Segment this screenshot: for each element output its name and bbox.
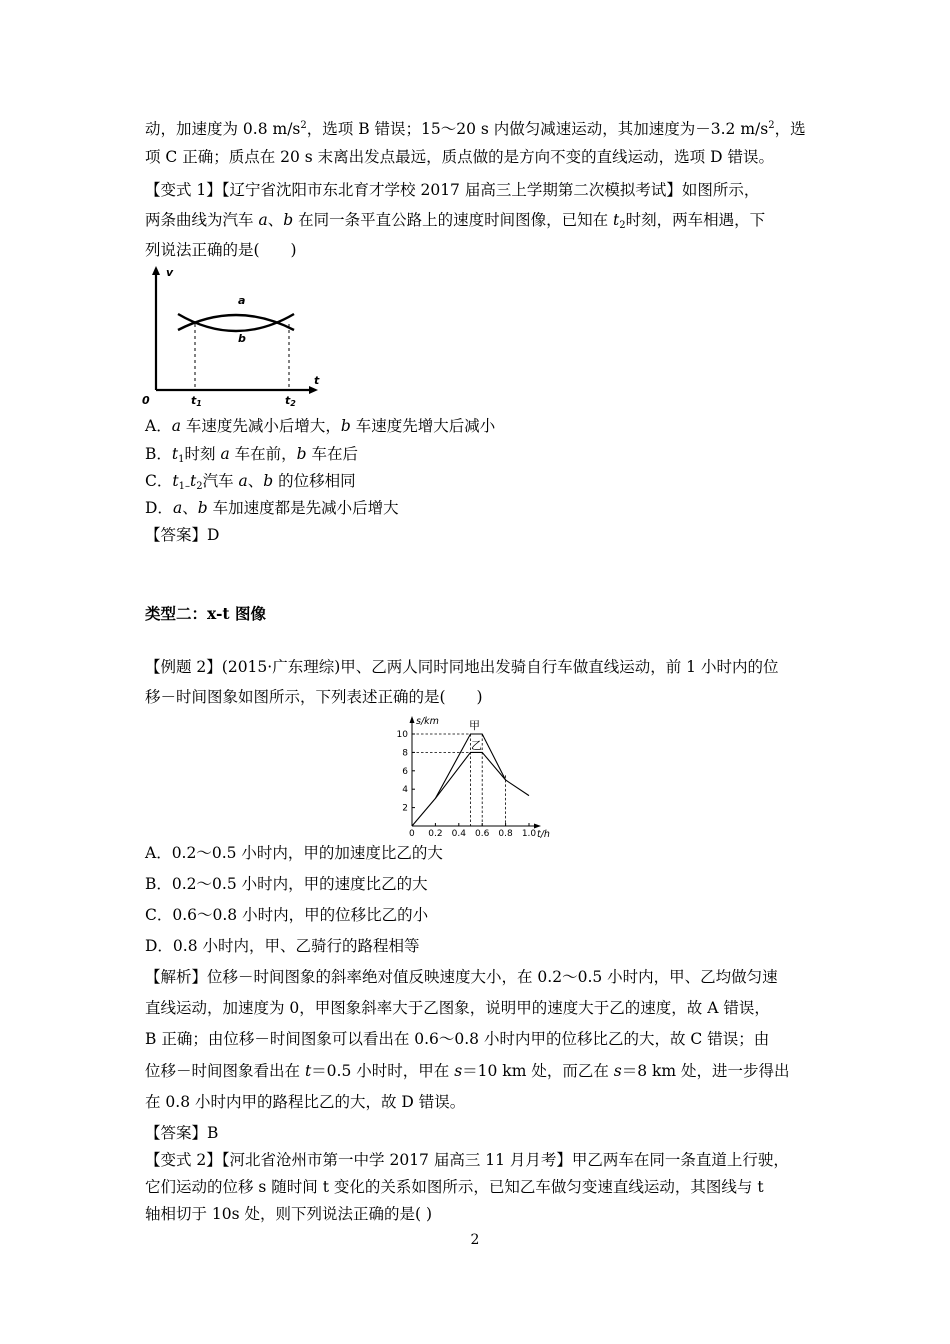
vt-origin: 0 xyxy=(142,394,150,407)
st-x-label: t/h xyxy=(537,829,550,838)
vt-t-label: t xyxy=(314,374,320,387)
st-x-arrow xyxy=(534,824,541,829)
st-y-label: s/km xyxy=(416,716,439,727)
st-x-tick-label: 0.6 xyxy=(475,829,490,838)
variant2-title: 【变式 2】【河北省沧州市第一中学 2017 届高三 11 月月考】甲乙两车在同一条直道上行驶， xyxy=(145,1151,789,1169)
variant1-option-a: A．a 车速度先减小后增大，b 车速度先增大后减小 xyxy=(145,417,496,435)
st-y-arrow xyxy=(410,716,415,723)
variant2-line-3: 轴相切于 10s 处，则下列说法正确的是( ) xyxy=(145,1205,433,1223)
example2-line-1: 【例题 2】(2015·广东理综)甲、乙两人同时同地出发骑自行车做直线运动，前 1 小时内的位 xyxy=(145,658,779,676)
analysis-line-2: 直线运动，加速度为 0，甲图象斜率大于乙图象，说明甲的速度大于乙的速度，故 A 错误， xyxy=(145,999,770,1017)
vt-t2-label: t2 xyxy=(285,394,296,408)
example2-option-d: D．0.8 小时内，甲、乙骑行的路程相等 xyxy=(145,937,420,955)
st-graph xyxy=(395,712,565,838)
st-origin: 0 xyxy=(409,829,415,838)
analysis-line-1: 【解析】位移－时间图象的斜率绝对值反映速度大小，在 0.2～0.5 小时内，甲、乙均做匀速 xyxy=(145,968,778,986)
variant1-option-c: C．$t_{1-}t_2$汽车 a、b 的位移相同 xyxy=(145,472,356,492)
example2-line-2: 移－时间图象如图所示，下列表述正确的是( ) xyxy=(145,688,483,706)
vt-a-label: a xyxy=(238,294,246,307)
st-jia-label: 甲 xyxy=(469,719,480,732)
variant1-line-3: 列说法正确的是( ) xyxy=(145,241,297,259)
st-x-tick-label: 0.8 xyxy=(498,829,513,838)
example2-option-b: B．0.2～0.5 小时内，甲的速度比乙的大 xyxy=(145,875,428,893)
st-x-tick-label: 0.4 xyxy=(451,829,466,838)
section-heading: 类型二：x-t 图像 xyxy=(145,604,266,623)
st-yi-label: 乙 xyxy=(471,739,482,752)
st-x-tick-label: 0.2 xyxy=(428,829,443,838)
st-y-tick-label: 2 xyxy=(402,803,408,814)
vt-v-label: v xyxy=(166,266,174,279)
intro-line-1: 动，加速度为 0.8 $m/s^2$，选项 B 错误；15～20 s 内做匀减速运动，其加速度为－3.2 $m/s^2$，选 xyxy=(145,120,806,138)
variant1-title: 【变式 1】【辽宁省沈阳市东北育才学校 2017 届高三上学期第二次模拟考试】如图所示， xyxy=(145,181,760,199)
example2-option-a: A．0.2～0.5 小时内，甲的加速度比乙的大 xyxy=(145,844,443,862)
st-y-tick-label: 6 xyxy=(402,766,408,777)
analysis-line-3: B 正确；由位移－时间图象可以看出在 0.6～0.8 小时内甲的位移比乙的大，故 C 错误；由 xyxy=(145,1030,770,1048)
example2-option-c: C．0.6～0.8 小时内，甲的位移比乙的小 xyxy=(145,906,429,924)
curve-b xyxy=(178,314,294,331)
variant1-answer: 【答案】D xyxy=(145,526,220,544)
vt-t1-label: t1 xyxy=(191,394,202,408)
vt-b-label: b xyxy=(238,332,246,345)
example2-answer: 【答案】B xyxy=(145,1124,219,1142)
st-y-tick-label: 4 xyxy=(402,785,408,796)
page-number: 2 xyxy=(470,1232,480,1248)
vt-graph xyxy=(140,262,330,410)
variant1-option-b: B．$t_1$时刻 a 车在前，b 车在后 xyxy=(145,445,358,465)
variant2-line-2: 它们运动的位移 s 随时间 t 变化的关系如图所示，已知乙车做匀变速直线运动，其图线与 t xyxy=(145,1178,764,1196)
variant1-line-2: 两条曲线为汽车 a、b 在同一条平直公路上的速度时间图像，已知在 $t_2$时刻，两车相遇，下 xyxy=(145,211,766,231)
variant1-option-d: D．a、b 车加速度都是先减小后增大 xyxy=(145,499,399,517)
st-y-tick-label: 8 xyxy=(402,748,408,759)
intro-line-2: 项 C 正确；质点在 20 s 末离出发点最远，质点做的是方向不变的直线运动，选项 D 错误。 xyxy=(145,148,774,166)
vt-x-arrow xyxy=(309,386,318,394)
analysis-line-4: 位移－时间图象看出在 t＝0.5 小时时，甲在 s＝10 km 处，而乙在 s＝8 km 处，进一步得出 xyxy=(145,1062,790,1080)
st-y-tick-label: 10 xyxy=(396,730,408,740)
vt-y-arrow xyxy=(152,266,160,275)
st-x-tick-label: 1.0 xyxy=(521,829,537,838)
analysis-line-5: 在 0.8 小时内甲的路程比乙的大，故 D 错误。 xyxy=(145,1093,466,1111)
